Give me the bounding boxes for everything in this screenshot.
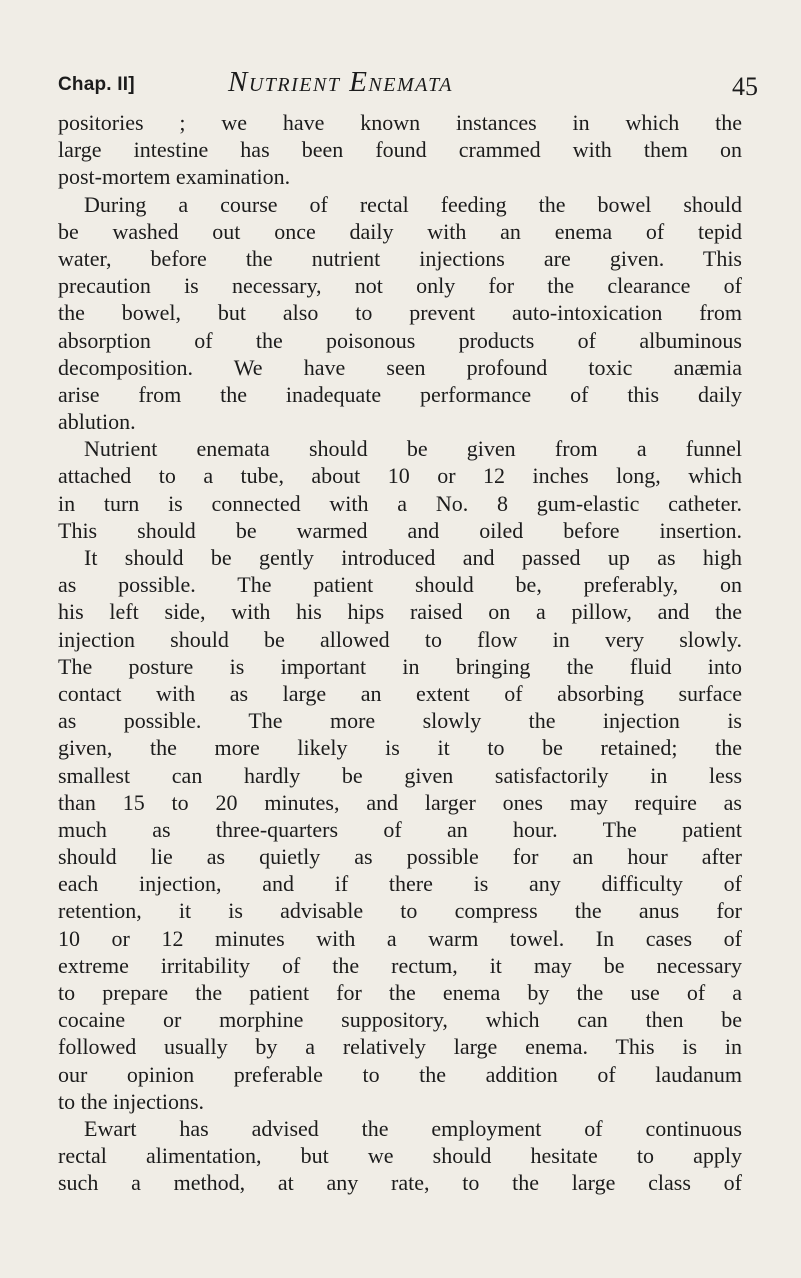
text-line: post-mortem examination. [58, 164, 291, 190]
text-line: the bowel, but also to prevent auto-intoxication from [58, 300, 742, 326]
text-line: be washed out once daily with an enema of tepid [58, 218, 742, 244]
text-line: arise from the inadequate performance of this daily [58, 381, 742, 407]
text-line: each injection, and if there is any difficulty of [58, 871, 742, 897]
text-line: given, the more likely is it to be retained; the [58, 735, 742, 761]
text-line: 10 or 12 minutes with a warm towel. In cases of [58, 925, 742, 951]
text-line: much as three-quarters of an hour. The patient [58, 816, 742, 842]
text-line: positories ; we have known instances in which the [58, 110, 742, 135]
body-text [58, 109, 742, 1197]
text-line: Nutrient enemata should be given from a funnel [84, 436, 742, 462]
text-line: to prepare the patient for the enema by the use of a [58, 980, 742, 1005]
text-line: Ewart has advised the employment of continuous [84, 1115, 742, 1141]
text-line: large intestine has been found crammed with them on [58, 137, 742, 163]
text-line: such a method, at any rate, to the large class of [58, 1170, 742, 1196]
text-line: rectal alimentation, but we should hesitate to apply [58, 1143, 742, 1169]
text-line: smallest can hardly be given satisfactorily in less [58, 762, 742, 788]
text-line: our opinion preferable to the addition of laudanum [58, 1061, 742, 1087]
text-line: followed usually by a relatively large enema. This is in [58, 1034, 742, 1060]
text-line: as possible. The more slowly the injection is [58, 708, 742, 734]
text-line: his left side, with his hips raised on a pillow, and the [58, 599, 742, 625]
text-line: During a course of rectal feeding the bowel should [84, 191, 742, 217]
text-line: absorption of the poisonous products of albuminous [58, 327, 742, 353]
chapter-label: Chap. II] [58, 74, 135, 95]
text-line: cocaine or morphine suppository, which can then be [58, 1007, 742, 1033]
text-line: injection should be allowed to flow in very slowly. [58, 626, 742, 652]
text-line: as possible. The patient should be, preferably, on [58, 572, 742, 598]
text-line: It should be gently introduced and passed up as high [84, 545, 742, 570]
text-line: than 15 to 20 minutes, and larger ones may require as [58, 789, 742, 815]
text-line: extreme irritability of the rectum, it may be necessary [58, 952, 742, 978]
text-line: precaution is necessary, not only for the clearance of [58, 273, 742, 299]
text-line: ablution. [58, 409, 136, 435]
text-line: attached to a tube, about 10 or 12 inches long, which [58, 463, 742, 489]
text-line: retention, it is advisable to compress the anus for [58, 898, 742, 924]
text-line: to the injections. [58, 1088, 205, 1114]
text-line: decomposition. We have seen profound toxic anæmia [58, 354, 742, 380]
page-number: 45 [732, 72, 758, 101]
text-line: in turn is connected with a No. 8 gum-elastic catheter. [58, 490, 742, 516]
text-line: The posture is important in bringing the fluid into [58, 653, 742, 679]
text-line: should lie as quietly as possible for an hour after [58, 844, 742, 870]
running-header [58, 60, 758, 100]
text-line: contact with as large an extent of absorbing surface [58, 680, 742, 706]
running-title: Nutrient Enemata [228, 66, 453, 98]
text-line: water, before the nutrient injections are given. This [58, 245, 742, 271]
text-line: This should be warmed and oiled before insertion. [58, 517, 742, 543]
